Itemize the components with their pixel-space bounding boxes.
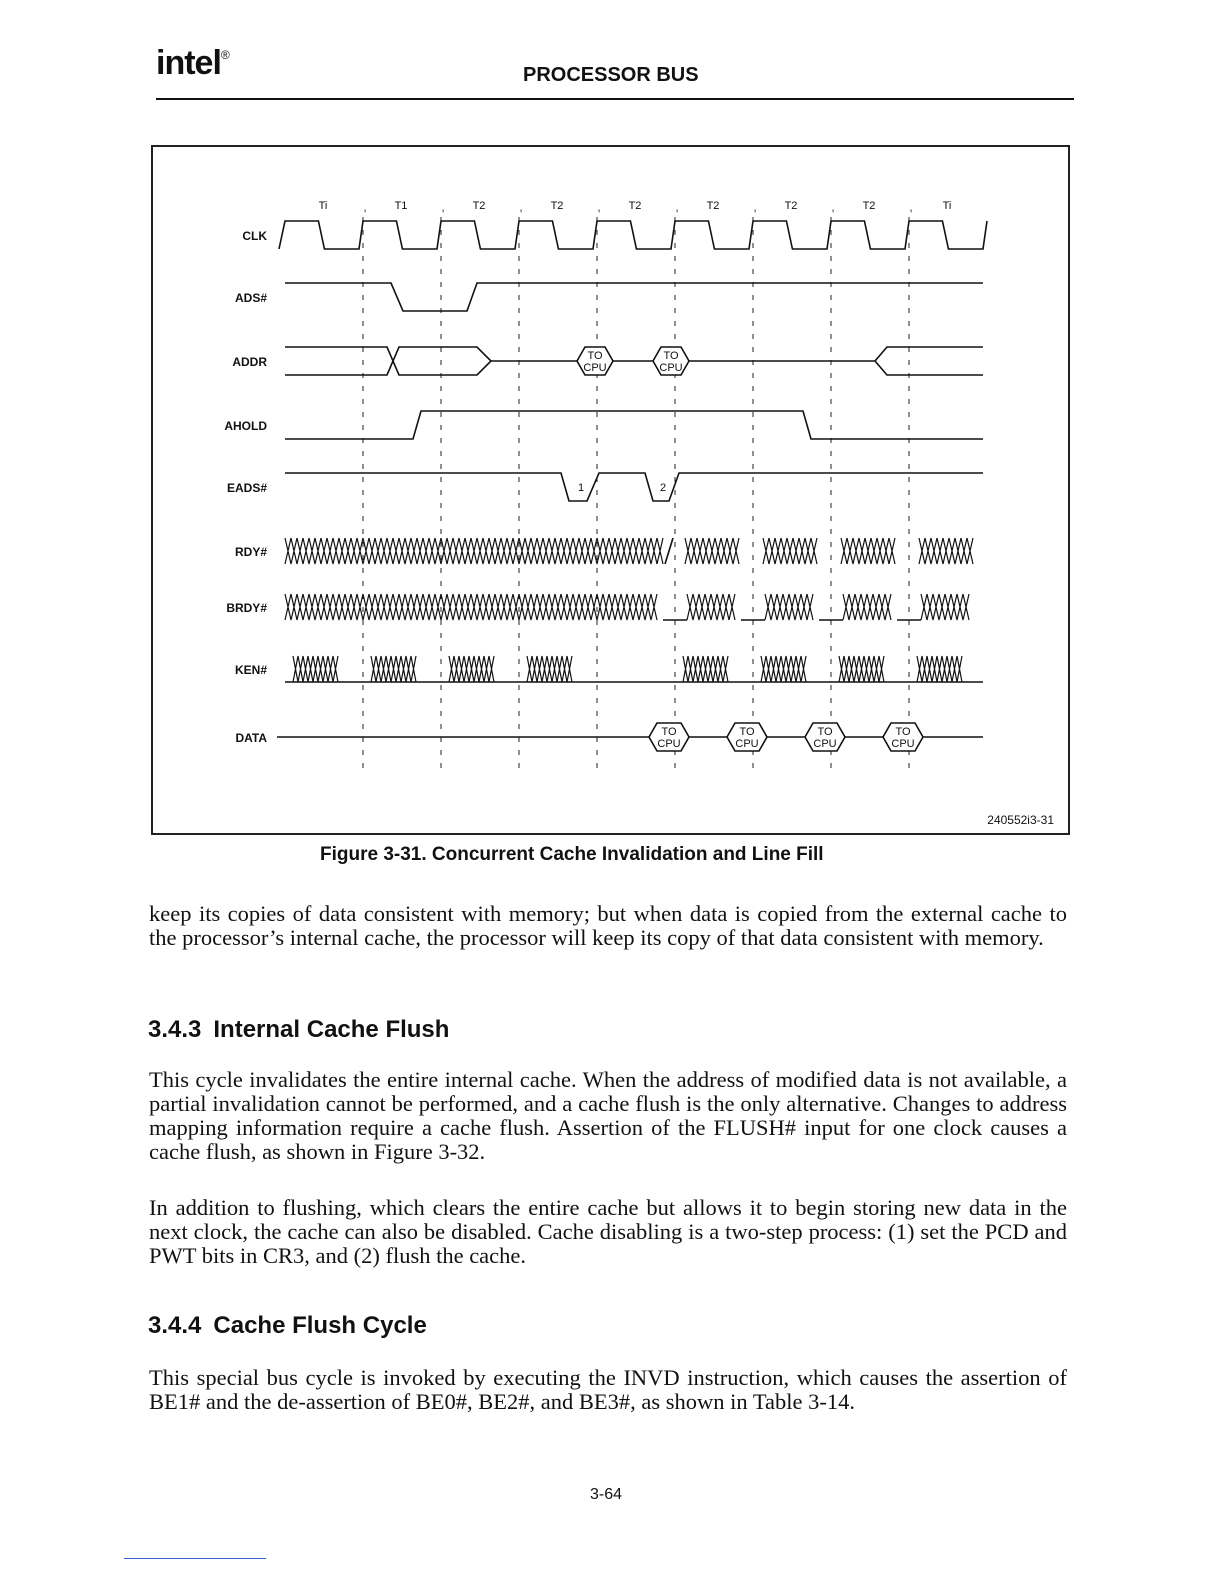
data-hex-to-cpu-1-to: TO xyxy=(661,726,677,738)
ken-hatch-6 xyxy=(761,656,806,682)
rdy-hatch-1 xyxy=(685,538,739,564)
brdy-hatch-2 xyxy=(765,594,813,620)
ken-hatch-2 xyxy=(449,656,494,682)
clock-label-5: T2 xyxy=(706,200,720,212)
signal-label-ads-n: ADS# xyxy=(234,291,267,305)
header-rule xyxy=(156,98,1074,100)
ken-hatch-5 xyxy=(683,656,728,682)
clock-separator: , xyxy=(597,202,601,214)
addr-hex-to-cpu-2-to: TO xyxy=(663,350,679,362)
eads-pulse-label-2: 2 xyxy=(659,482,667,494)
addr-hex-to-cpu-1-to: TO xyxy=(587,350,603,362)
logo-text: intel xyxy=(156,44,221,82)
paragraph-continuation: keep its copies of data consistent with memory; but when data is copied from the external cache to the processor’s internal cache, the processor will keep its copy of that data consistent with memory. xyxy=(149,901,1067,950)
clk-waveform xyxy=(279,221,987,249)
intel-logo xyxy=(156,44,229,83)
clock-label-4: T2 xyxy=(628,200,642,212)
rdy-hatch-3 xyxy=(841,538,895,564)
signal-label-brdy-n: BRDY# xyxy=(226,601,267,615)
addr-hex-to-cpu-2-cpu: CPU xyxy=(659,362,683,374)
figure-id: 240552i3-31 xyxy=(987,813,1054,827)
data-hex-to-cpu-4-to: TO xyxy=(895,726,911,738)
ken-hatch-1 xyxy=(371,656,416,682)
clock-separator: , xyxy=(441,202,445,214)
timing-diagram-figure xyxy=(151,145,1070,835)
clock-label-8: Ti xyxy=(942,200,952,212)
signal-label-addr: ADDR xyxy=(232,355,267,369)
data-hex-to-cpu-2-cpu: CPU xyxy=(735,738,759,750)
ken-hatch-3 xyxy=(527,656,572,682)
rdy-hatch-2 xyxy=(763,538,817,564)
eads-waveform xyxy=(285,473,983,501)
ken-hatch-7 xyxy=(839,656,884,682)
section-number: 3.4.4 xyxy=(148,1312,202,1339)
section-heading-344 xyxy=(148,1312,427,1340)
clock-label-3: T2 xyxy=(550,200,564,212)
clock-separator: , xyxy=(909,202,913,214)
data-hex-to-cpu-3-to: TO xyxy=(817,726,833,738)
clock-label-1: T1 xyxy=(394,200,408,212)
section-title: Cache Flush Cycle xyxy=(213,1312,427,1339)
rdy-hatch-4 xyxy=(919,538,973,564)
rdy-hatch-0 xyxy=(285,538,663,564)
ken-hatch-8 xyxy=(917,656,962,682)
section-title: Internal Cache Flush xyxy=(213,1016,450,1043)
clock-label-0: Ti xyxy=(318,200,328,212)
clock-separator: , xyxy=(753,202,757,214)
clock-label-6: T2 xyxy=(784,200,798,212)
timing-diagram xyxy=(153,147,1068,833)
data-hex-to-cpu-3-cpu: CPU xyxy=(813,738,837,750)
footer-rule xyxy=(124,1558,266,1559)
registered-mark: ® xyxy=(220,48,229,62)
clock-separator: , xyxy=(519,202,523,214)
brdy-hatch-0 xyxy=(285,594,657,620)
signal-label-ken-n: KEN# xyxy=(234,663,267,677)
eads-pulse-label-1: 1 xyxy=(577,482,585,494)
ken-hatch-0 xyxy=(293,656,338,682)
paragraph-343-b: In addition to flushing, which clears the entire cache but allows it to begin storing new data in the next clock, the cache can also be disabled. Cache disabling is a two-step process: (1) set the PCD and PWT bits in CR3, and (2) flush the cache. xyxy=(149,1195,1067,1268)
rdy-edge xyxy=(665,538,673,564)
data-hex-to-cpu-2-to: TO xyxy=(739,726,755,738)
paragraph-344: This special bus cycle is invoked by executing the INVD instruction, which causes the assertion of BE1# and the de-assertion of BE0#, BE2#, and BE3#, as shown in Table 3-14. xyxy=(149,1365,1067,1414)
signal-label-data: DATA xyxy=(235,731,267,745)
clock-label-2: T2 xyxy=(472,200,486,212)
figure-caption: Figure 3-31. Concurrent Cache Invalidation and Line Fill xyxy=(320,844,824,865)
clock-label-7: T2 xyxy=(862,200,876,212)
brdy-hatch-1 xyxy=(687,594,735,620)
section-number: 3.4.3 xyxy=(148,1016,202,1043)
brdy-hatch-4 xyxy=(921,594,969,620)
addr-bus-valid xyxy=(285,347,491,375)
signal-label-eads-n: EADS# xyxy=(226,481,267,495)
clock-separator: , xyxy=(675,202,679,214)
signal-label-rdy-n: RDY# xyxy=(234,545,267,559)
section-heading-343 xyxy=(148,1016,449,1044)
addr-bus-next xyxy=(875,347,983,375)
clock-separator: , xyxy=(831,202,835,214)
signal-label-clk: CLK xyxy=(242,229,267,243)
clock-separator: , xyxy=(363,202,367,214)
signal-label-ahold: AHOLD xyxy=(224,419,267,433)
addr-hex-to-cpu-1-cpu: CPU xyxy=(583,362,607,374)
ads-waveform xyxy=(285,283,983,311)
paragraph-343-a: This cycle invalidates the entire internal cache. When the address of modified data is not available, a partial invalidation cannot be performed, and a cache flush is the only alternative. Changes to address mapping information require a cache flush. Assertion of the FLUSH# input for one clock causes a cache flush, as shown in Figure 3-32. xyxy=(149,1067,1067,1164)
data-hex-to-cpu-1-cpu: CPU xyxy=(657,738,681,750)
ahold-waveform xyxy=(285,411,983,439)
data-hex-to-cpu-4-cpu: CPU xyxy=(891,738,915,750)
page-header-title: PROCESSOR BUS xyxy=(523,64,699,86)
brdy-hatch-3 xyxy=(843,594,891,620)
page-number: 3-64 xyxy=(590,1486,623,1503)
